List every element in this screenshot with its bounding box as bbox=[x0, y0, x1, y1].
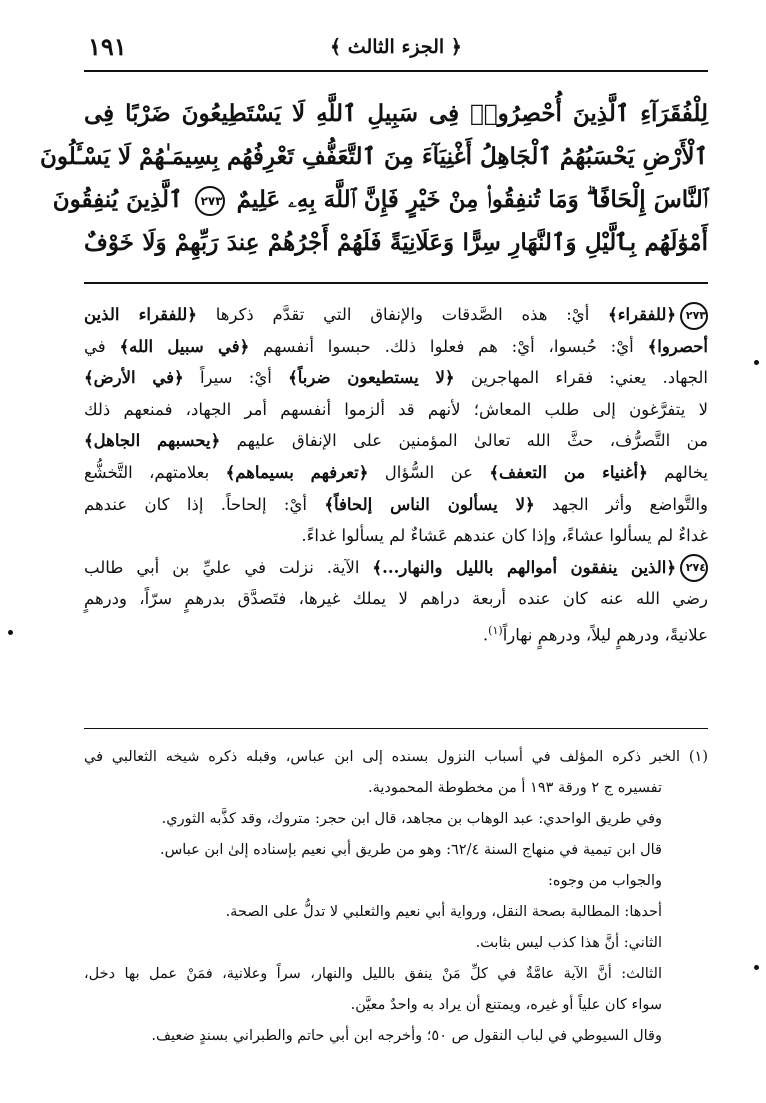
scan-margin-mark bbox=[754, 360, 759, 365]
verse-line: أَمْوَٰلَهُم بِٱلَّيْلِ وَٱلنَّهَارِ سِرًّا وَعَلَانِيَةً فَلَهُمْ أَجْرُهُمْ عِندَ رَبِّهِمْ وَلَا خَوْفٌ bbox=[84, 229, 708, 256]
ayah-ref-marker: ٢٧٣ bbox=[680, 302, 708, 330]
quran-verse-block bbox=[39, 92, 708, 264]
footnote-line: (١) الخبر ذكره المؤلف في أسباب النزول بسنده إلى ابن عباس، وقبله ذكره شيخه الثعالبي في bbox=[84, 749, 708, 765]
footnote-reference: (١) bbox=[488, 623, 503, 637]
commentary-line bbox=[84, 425, 708, 457]
commentary-text: عن السُّؤال bbox=[368, 462, 490, 482]
quoted-text: ﴿تعرفهم بسيماهم﴾ bbox=[225, 462, 369, 482]
quoted-text: ﴿للفقراء الذين bbox=[84, 305, 197, 324]
verse-line: ٱلْأَرْضِ يَحْسَبُهُمُ ٱلْجَاهِلُ أَغْنِيَآءَ مِنَ ٱلتَّعَفُّفِ تَعْرِفُهُم بِسِيمَـٰهُمْ لَا يَسْـَٔلُونَ bbox=[39, 143, 708, 170]
scan-margin-mark bbox=[754, 965, 759, 970]
quoted-text: ﴿في الأرض﴾ bbox=[84, 368, 184, 388]
commentary-text: من التَّصرُّف، حثَّ الله تعالىٰ المؤمنين على الإنفاق عليهم bbox=[220, 431, 708, 451]
footnote-rule bbox=[84, 728, 708, 729]
commentary-text: أيْ: حُبسوا، أيْ: هم فعلوا ذلك. حبسوا أنفسهم bbox=[249, 336, 648, 356]
commentary-line: غداءٌ لم يسألوا عشاءً، وإذا كان عندهم عَشاءٌ لم يسألوا غداءً. bbox=[301, 526, 708, 546]
verse-line bbox=[52, 178, 708, 221]
commentary-line bbox=[84, 457, 708, 489]
commentary-text: في bbox=[84, 336, 120, 356]
scan-margin-mark bbox=[8, 630, 13, 635]
commentary-text: . bbox=[482, 625, 489, 645]
commentary-block bbox=[84, 299, 708, 647]
footnote-line: أحدها: المطالبة بصحة النقل، ورواية أبي نعيم والثعلبي لا تدلُّ على الصحة. bbox=[225, 904, 662, 920]
header-rule bbox=[84, 70, 708, 72]
commentary-text: أيْ: هذه الصَّدقات والإنفاق التي تقدَّم ذكرها bbox=[196, 305, 609, 324]
quoted-text: أحصروا﴾ bbox=[647, 336, 708, 356]
running-title: ﴿ الجزء الثالث ﴾ bbox=[330, 36, 462, 58]
commentary-line: رضي الله عنه كان عنده أربعة دراهم لا يملك غيرها، فتَصدَّق بدرهمٍ سرّاً، ودرهمٍ bbox=[84, 589, 708, 609]
footnote-line: وقال السيوطي في لباب النقول ص ٥٠؛ وأخرجه ابن أبي حاتم والطبراني بسندٍ ضعيف. bbox=[151, 1028, 662, 1044]
quoted-text: ﴿لا يسألون الناس إلحافاً﴾ bbox=[324, 494, 535, 514]
quoted-text: ﴿للفقراء﴾ bbox=[608, 305, 677, 324]
commentary-text: أيْ: سيراً bbox=[183, 368, 289, 388]
quoted-text: ﴿الذين ينفقون أموالهم بالليل والنهار...﴾ bbox=[372, 557, 676, 577]
commentary-line bbox=[84, 552, 708, 584]
commentary-text: والتَّواضع وأثر الجهد bbox=[534, 494, 709, 514]
commentary-text: الجهاد. يعني: فقراء المهاجرين bbox=[454, 368, 708, 388]
commentary-text: الآية. نزلت في عليِّ بن أبي طالب bbox=[84, 557, 373, 577]
verse-line: لِلْفُقَرَآءِ ٱلَّذِينَ أُحْصِرُوا۟ فِى سَبِيلِ ٱللَّهِ لَا يَسْتَطِيعُونَ ضَرْبًا فِى bbox=[84, 100, 708, 127]
commentary-line bbox=[84, 489, 708, 521]
ayah-number-marker: ٢٧٣ bbox=[195, 186, 225, 216]
quoted-text: ﴿يحسبهم الجاهل﴾ bbox=[84, 431, 221, 451]
commentary-text: يخالهم bbox=[647, 462, 708, 482]
commentary-text: بعلامتهم، التَّخشُّع bbox=[84, 462, 226, 482]
commentary-line bbox=[84, 331, 708, 363]
page-number: ١٩١ bbox=[88, 32, 127, 61]
commentary-text: أيْ: إلحاحاً. إذا كان عندهم bbox=[84, 494, 325, 514]
quoted-text: ﴿لا يستطيعون ضرباً﴾ bbox=[288, 368, 455, 388]
verse-text: ٱلَّذِينَ يُنفِقُونَ bbox=[52, 186, 183, 213]
footnote-line: الثالث: أنَّ الآية عامَّةٌ في كلِّ مَنْ ينفق بالليل والنهار، سراً وعلانية، فمَنْ عمل بها دخل، bbox=[84, 966, 662, 982]
page-header bbox=[84, 32, 708, 66]
footnote-line: تفسيره ج ٢ ورقة ١٩٣ أ من مخطوطة المحمودية. bbox=[367, 780, 662, 796]
commentary-text: علانيةً، ودرهمٍ ليلاً، ودرهمٍ نهاراً bbox=[502, 625, 708, 645]
verse-rule bbox=[84, 282, 708, 284]
footnote-line: قال ابن تيمية في منهاج السنة ٦٢/٤: وهو من طريق أبي نعيم بإسناده إلىٰ ابن عباس. bbox=[159, 842, 662, 858]
footnote-line: والجواب من وجوه: bbox=[548, 873, 662, 889]
footnotes-block bbox=[84, 742, 708, 1052]
commentary-line bbox=[84, 299, 708, 331]
footnote-line: سواء كان علياً أو غيره، ويمتنع أن يراد به واحدٌ معيَّن. bbox=[350, 997, 662, 1013]
verse-text: ٱلنَّاسَ إِلْحَافًا ۗ وَمَا تُنفِقُوا۟ مِنْ خَيْرٍ فَإِنَّ ٱللَّهَ بِهِۦ عَلِيمٌ bbox=[236, 186, 708, 213]
footnote-line: وفي طريق الواحدي: عبد الوهاب بن مجاهد، قال ابن حجر: متروك، وقد كذَّبه الثوري. bbox=[161, 811, 662, 827]
commentary-line bbox=[84, 615, 708, 647]
commentary-line: لا يتفرَّغون إلى طلب المعاش؛ لأنهم قد ألزموا أنفسهم أمر الجهاد، فمنعهم ذلك bbox=[84, 399, 708, 419]
ayah-ref-marker: ٢٧٤ bbox=[680, 554, 708, 582]
footnote-line: الثاني: أنَّ هذا كذب ليس بثابت. bbox=[475, 935, 662, 951]
quoted-text: ﴿أغنياء من التعفف﴾ bbox=[489, 462, 648, 482]
commentary-line bbox=[84, 362, 708, 394]
quoted-text: ﴿في سبيل الله﴾ bbox=[119, 336, 250, 356]
